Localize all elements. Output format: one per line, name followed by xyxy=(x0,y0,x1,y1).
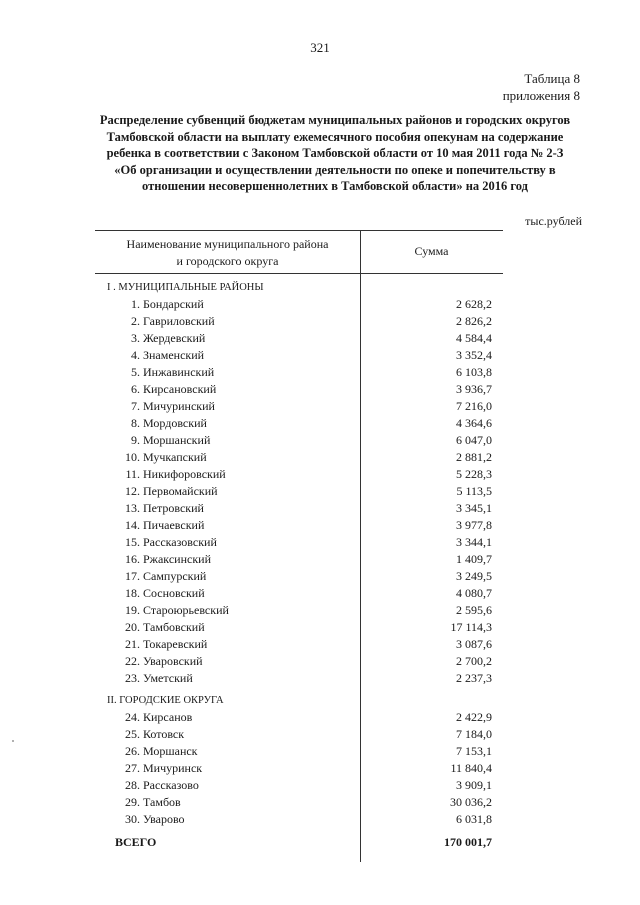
row-amount: 2 700,2 xyxy=(456,654,492,668)
row-name: Кирсановский xyxy=(143,382,217,396)
row-amount: 4 080,7 xyxy=(456,586,492,600)
row-number: 11. xyxy=(125,467,140,481)
row-number: 7. xyxy=(131,399,140,413)
row-amount: 2 628,2 xyxy=(456,297,492,311)
row-number: 1. xyxy=(131,297,140,311)
row-number: 10. xyxy=(125,450,140,464)
row-amount: 2 595,6 xyxy=(456,603,492,617)
row-name: Знаменский xyxy=(143,348,205,362)
row-name: Котовск xyxy=(143,727,185,741)
row-name: Токаревский xyxy=(143,637,208,651)
table-row xyxy=(95,534,503,551)
table-row xyxy=(95,743,503,760)
total-label: ВСЕГО xyxy=(115,835,157,849)
document-title-line4: «Об организации и осуществлении деятельности по опеке и попечительству в xyxy=(114,162,556,177)
column-header-sum: Сумма xyxy=(414,244,449,258)
row-name: Петровский xyxy=(143,501,204,515)
row-number: 12. xyxy=(125,484,140,498)
column-header-name xyxy=(95,236,360,270)
row-amount: 3 344,1 xyxy=(456,535,492,549)
table-row xyxy=(95,585,503,602)
row-number: 3. xyxy=(131,331,140,345)
row-name: Инжавинский xyxy=(143,365,215,379)
page-number: 321 xyxy=(310,40,330,55)
row-name: Кирсанов xyxy=(143,710,193,724)
row-amount: 5 113,5 xyxy=(456,484,492,498)
row-number: 16. xyxy=(125,552,140,566)
row-number: 29. xyxy=(125,795,140,809)
document-title-line3: ребенка в соответствии с Законом Тамбовской области от 10 мая 2011 года № 2-З xyxy=(106,146,564,160)
row-number: 14. xyxy=(125,518,140,532)
section-heading-row xyxy=(95,279,503,296)
column-header-name-line1: Наименование муниципального района xyxy=(126,237,329,251)
row-amount: 4 584,4 xyxy=(456,331,492,345)
row-amount: 3 936,7 xyxy=(456,382,492,396)
row-name: Мичуринск xyxy=(143,761,203,775)
total-row xyxy=(95,834,503,851)
table-row xyxy=(95,381,503,398)
row-number: 27. xyxy=(125,761,140,775)
row-name: Староюрьевский xyxy=(143,603,229,617)
row-number: 17. xyxy=(125,569,140,583)
row-number: 30. xyxy=(125,812,140,826)
table-row xyxy=(95,670,503,687)
row-name: Первомайский xyxy=(143,484,218,498)
row-name: Сосновский xyxy=(143,586,205,600)
table-row xyxy=(95,636,503,653)
row-name: Никифоровский xyxy=(143,467,226,481)
table-row xyxy=(95,432,503,449)
table-row xyxy=(95,313,503,330)
row-name: Мордовский xyxy=(143,416,207,430)
table-header-divider xyxy=(95,273,503,274)
row-amount: 6 047,0 xyxy=(456,433,492,447)
column-header-name-line2: и городского округа xyxy=(176,254,279,268)
row-number: 22. xyxy=(125,654,140,668)
row-name: Мичуринский xyxy=(143,399,215,413)
row-amount: 6 103,8 xyxy=(456,365,492,379)
row-name: Уварово xyxy=(143,812,185,826)
document-title-line5: отношении несовершеннолетних в Тамбовской области» на 2016 год xyxy=(142,179,528,193)
table-reference-line2: приложения 8 xyxy=(502,88,580,103)
table-row xyxy=(95,602,503,619)
table-row xyxy=(95,653,503,670)
row-number: 18. xyxy=(125,586,140,600)
row-number: 9. xyxy=(131,433,140,447)
table-row xyxy=(95,551,503,568)
row-amount: 3 977,8 xyxy=(456,518,492,532)
document-title xyxy=(80,112,590,195)
row-amount: 7 153,1 xyxy=(456,744,492,758)
row-amount: 2 881,2 xyxy=(456,450,492,464)
row-amount: 30 036,2 xyxy=(450,795,492,809)
row-name: Жердевский xyxy=(143,331,206,345)
table-row xyxy=(95,568,503,585)
row-name: Сампурский xyxy=(143,569,207,583)
row-amount: 7 184,0 xyxy=(456,727,492,741)
row-amount: 3 345,1 xyxy=(456,501,492,515)
table-row xyxy=(95,415,503,432)
table-row xyxy=(95,347,503,364)
row-number: 6. xyxy=(131,382,140,396)
row-number: 8. xyxy=(131,416,140,430)
row-name: Пичаевский xyxy=(143,518,205,532)
row-name: Мучкапский xyxy=(143,450,207,464)
row-name: Рассказово xyxy=(143,778,199,792)
total-amount: 170 001,7 xyxy=(444,835,492,849)
table-row xyxy=(95,330,503,347)
table-row xyxy=(95,398,503,415)
section-heading: II. ГОРОДСКИЕ ОКРУГА xyxy=(107,695,224,706)
table-row xyxy=(95,483,503,500)
row-name: Моршанск xyxy=(143,744,198,758)
row-number: 21. xyxy=(125,637,140,651)
row-number: 23. xyxy=(125,671,140,685)
row-amount: 3 352,4 xyxy=(456,348,492,362)
row-amount: 3 087,6 xyxy=(456,637,492,651)
row-number: 20. xyxy=(125,620,140,634)
document-title-line2: Тамбовской области на выплату ежемесячного пособия опекунам на содержание xyxy=(106,129,564,144)
document-title-line1: Распределение субвенций бюджетам муниципальных районов и городских округов xyxy=(99,113,571,127)
table-row xyxy=(95,449,503,466)
table-row xyxy=(95,811,503,828)
row-amount: 1 409,7 xyxy=(456,552,492,566)
row-name: Уметский xyxy=(143,671,193,685)
section-heading: I . МУНИЦИПАЛЬНЫЕ РАЙОНЫ xyxy=(107,282,264,293)
unit-label: тыс.рублей xyxy=(525,214,582,228)
row-amount: 6 031,8 xyxy=(456,812,492,826)
row-amount: 2 826,2 xyxy=(456,314,492,328)
row-name: Гавриловский xyxy=(143,314,215,328)
table-row xyxy=(95,619,503,636)
table-row xyxy=(95,760,503,777)
row-amount: 3 909,1 xyxy=(456,778,492,792)
row-number: 5. xyxy=(131,365,140,379)
table-row xyxy=(95,364,503,381)
row-amount: 3 249,5 xyxy=(456,569,492,583)
table-top-border xyxy=(95,230,503,231)
row-amount: 7 216,0 xyxy=(456,399,492,413)
row-name: Моршанский xyxy=(143,433,211,447)
table-reference xyxy=(503,70,580,104)
row-number: 19. xyxy=(125,603,140,617)
row-number: 13. xyxy=(125,501,140,515)
row-number: 4. xyxy=(131,348,140,362)
row-number: 26. xyxy=(125,744,140,758)
row-name: Бондарский xyxy=(143,297,204,311)
row-number: 2. xyxy=(131,314,140,328)
section-heading-row xyxy=(95,692,503,709)
subsidy-table xyxy=(95,230,503,862)
row-number: 24. xyxy=(125,710,140,724)
table-row xyxy=(95,466,503,483)
table-row xyxy=(95,794,503,811)
row-name: Уваровский xyxy=(143,654,203,668)
row-number: 15. xyxy=(125,535,140,549)
table-body xyxy=(95,279,503,851)
row-number: 25. xyxy=(125,727,140,741)
table-row xyxy=(95,517,503,534)
row-number: 28. xyxy=(125,778,140,792)
row-amount: 11 840,4 xyxy=(450,761,492,775)
table-row xyxy=(95,709,503,726)
table-row xyxy=(95,726,503,743)
row-name: Ржаксинский xyxy=(143,552,211,566)
table-row xyxy=(95,500,503,517)
row-amount: 17 114,3 xyxy=(450,620,492,634)
row-amount: 2 237,3 xyxy=(456,671,492,685)
row-amount: 4 364,6 xyxy=(456,416,492,430)
table-row xyxy=(95,296,503,313)
row-name: Рассказовский xyxy=(143,535,217,549)
table-row xyxy=(95,777,503,794)
row-name: Тамбовский xyxy=(143,620,205,634)
row-amount: 2 422,9 xyxy=(456,710,492,724)
scan-speck xyxy=(12,740,14,742)
table-reference-line1: Таблица 8 xyxy=(524,71,580,86)
row-name: Тамбов xyxy=(143,795,181,809)
row-amount: 5 228,3 xyxy=(456,467,492,481)
